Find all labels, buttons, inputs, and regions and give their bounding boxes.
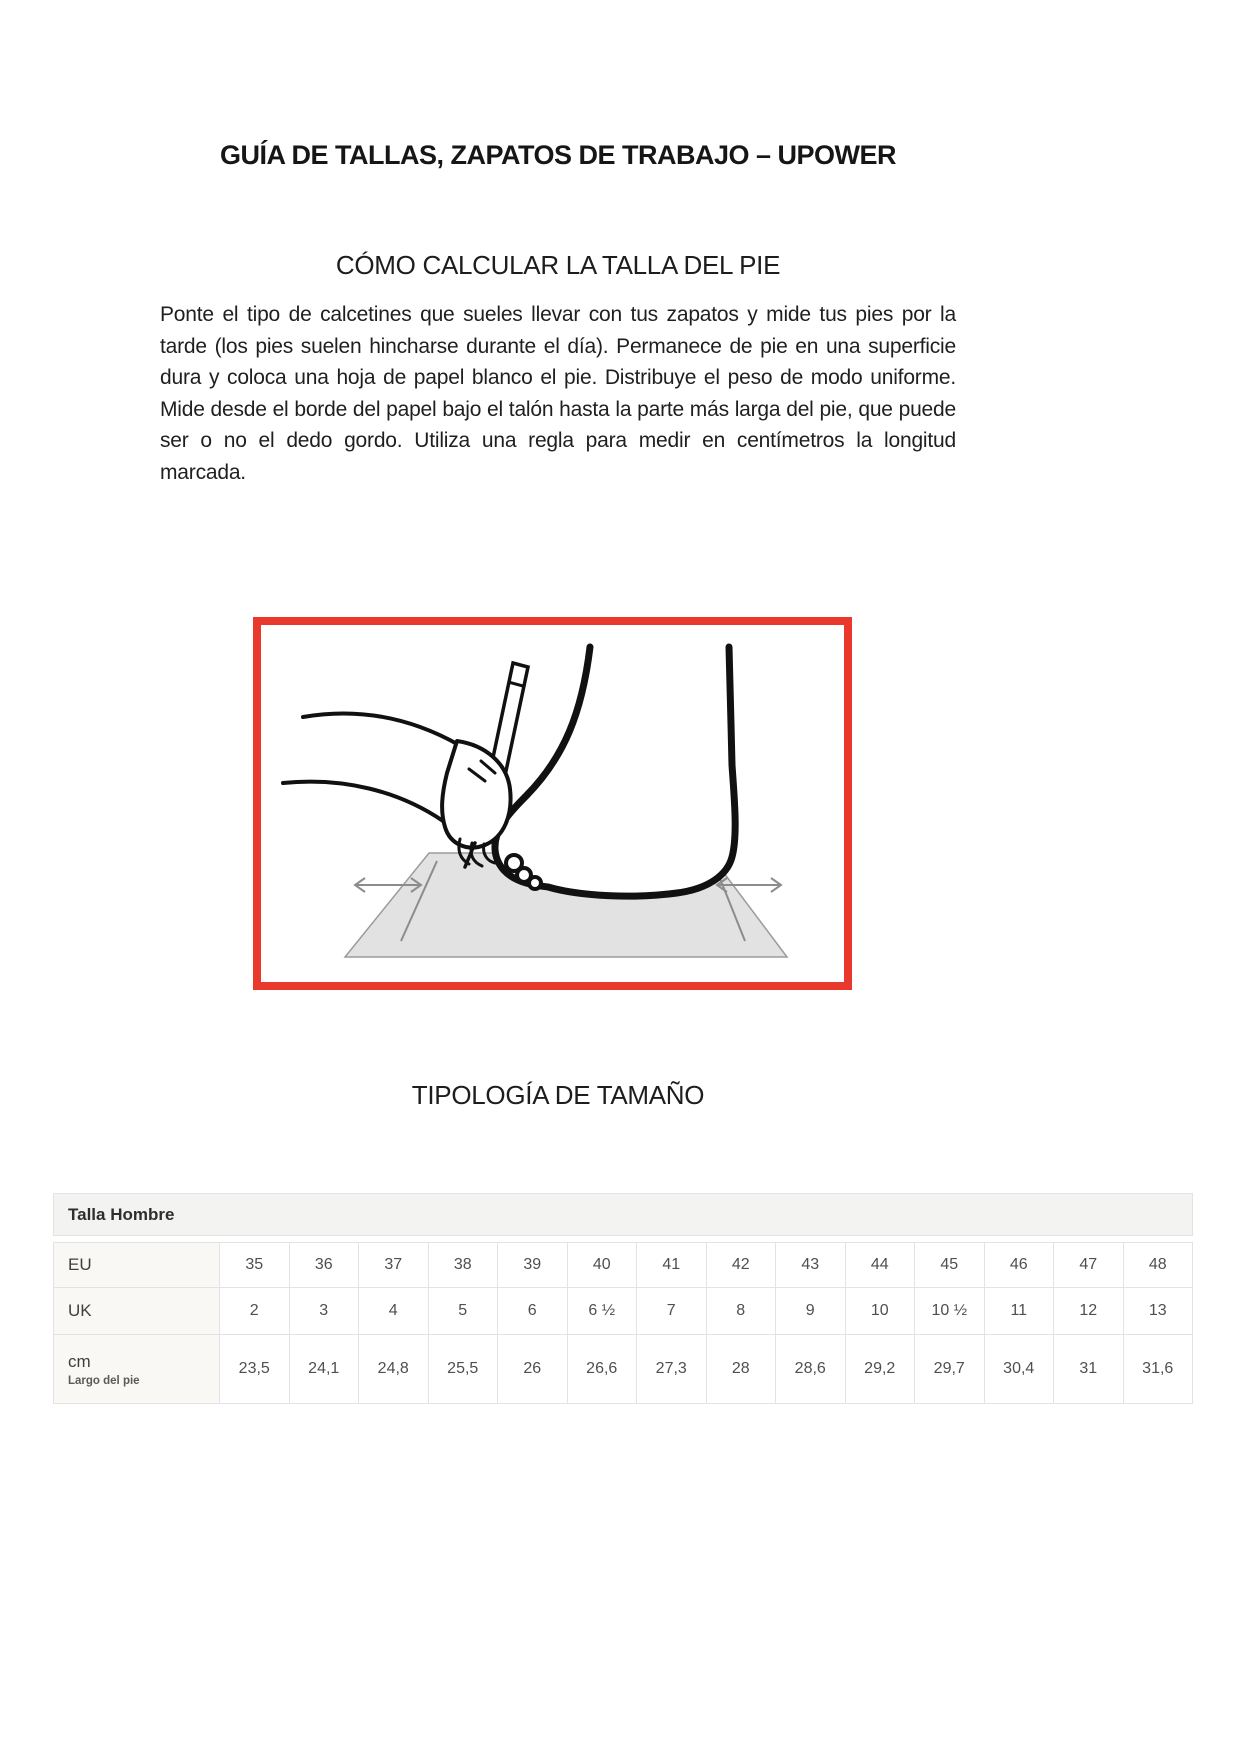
foot-outline bbox=[495, 647, 735, 896]
eu-size-cell: 39 bbox=[498, 1243, 568, 1288]
eu-size-cell: 37 bbox=[359, 1243, 429, 1288]
cm-size-cell: 26,6 bbox=[567, 1335, 637, 1404]
eu-size-cell: 36 bbox=[289, 1243, 359, 1288]
uk-size-cell: 10 ½ bbox=[915, 1288, 985, 1335]
cm-size-cell: 27,3 bbox=[637, 1335, 707, 1404]
uk-size-cell: 8 bbox=[706, 1288, 776, 1335]
eu-size-cell: 35 bbox=[220, 1243, 290, 1288]
uk-size-cell: 2 bbox=[220, 1288, 290, 1335]
cm-size-cell: 29,2 bbox=[845, 1335, 915, 1404]
eu-size-cell: 46 bbox=[984, 1243, 1054, 1288]
cm-size-cell: 30,4 bbox=[984, 1335, 1054, 1404]
row-label-eu: EU bbox=[54, 1243, 220, 1288]
row-label-cm-text: cm bbox=[68, 1351, 91, 1371]
eu-size-cell: 48 bbox=[1123, 1243, 1193, 1288]
eu-size-cell: 44 bbox=[845, 1243, 915, 1288]
cm-size-cell: 25,5 bbox=[428, 1335, 498, 1404]
eu-size-cell: 42 bbox=[706, 1243, 776, 1288]
uk-size-cell: 7 bbox=[637, 1288, 707, 1335]
eu-size-cell: 40 bbox=[567, 1243, 637, 1288]
section-heading-size-typology: TIPOLOGÍA DE TAMAÑO bbox=[411, 1080, 705, 1110]
uk-size-cell: 13 bbox=[1123, 1288, 1193, 1335]
eu-size-cell: 47 bbox=[1054, 1243, 1124, 1288]
uk-size-cell: 9 bbox=[776, 1288, 846, 1335]
size-table bbox=[53, 1242, 1193, 1404]
table-row-uk bbox=[54, 1288, 1193, 1335]
measure-instructions-paragraph: Ponte el tipo de calcetines que sueles llevar con tus zapatos y mide tus pies por la tarde (los pies suelen hincharse durante el día). Permanece de pie en una superficie dura y coloca una hoja de papel blanco el pie. Distribuye el peso de modo uniforme. Mide desde el borde del papel bajo el talón hasta la parte más larga del pie, que puede ser o no el dedo gordo. Utiliza una regla para medir en centímetros la longitud marcada. bbox=[160, 303, 956, 484]
uk-size-cell: 10 bbox=[845, 1288, 915, 1335]
table-row-cm bbox=[54, 1335, 1193, 1404]
uk-size-cell: 12 bbox=[1054, 1288, 1124, 1335]
eu-size-cell: 43 bbox=[776, 1243, 846, 1288]
cm-size-cell: 29,7 bbox=[915, 1335, 985, 1404]
uk-size-cell: 11 bbox=[984, 1288, 1054, 1335]
section-heading-how-to-measure: CÓMO CALCULAR LA TALLA DEL PIE bbox=[335, 250, 781, 280]
row-label-cm bbox=[54, 1335, 220, 1404]
uk-size-cell: 6 bbox=[498, 1288, 568, 1335]
row-sublabel-foot-length: Largo del pie bbox=[68, 1374, 140, 1387]
foot-measurement-illustration bbox=[261, 625, 844, 982]
cm-size-cell: 26 bbox=[498, 1335, 568, 1404]
uk-size-cell: 4 bbox=[359, 1288, 429, 1335]
eu-size-cell: 41 bbox=[637, 1243, 707, 1288]
uk-size-cell: 3 bbox=[289, 1288, 359, 1335]
eu-size-cell: 45 bbox=[915, 1243, 985, 1288]
cm-size-cell: 24,8 bbox=[359, 1335, 429, 1404]
cm-size-cell: 24,1 bbox=[289, 1335, 359, 1404]
row-label-uk: UK bbox=[54, 1288, 220, 1335]
cm-size-cell: 31,6 bbox=[1123, 1335, 1193, 1404]
table-row-eu bbox=[54, 1243, 1193, 1288]
cm-size-cell: 28,6 bbox=[776, 1335, 846, 1404]
uk-size-cell: 5 bbox=[428, 1288, 498, 1335]
cm-size-cell: 31 bbox=[1054, 1335, 1124, 1404]
foot-measurement-figure bbox=[253, 617, 852, 990]
size-table-block bbox=[53, 1193, 1193, 1404]
hand-with-pencil bbox=[283, 663, 528, 867]
page-title: GUÍA DE TALLAS, ZAPATOS DE TRABAJO – UPOWER bbox=[219, 140, 897, 170]
size-table-header: Talla Hombre bbox=[53, 1193, 1193, 1236]
cm-size-cell: 23,5 bbox=[220, 1335, 290, 1404]
cm-size-cell: 28 bbox=[706, 1335, 776, 1404]
eu-size-cell: 38 bbox=[428, 1243, 498, 1288]
uk-size-cell: 6 ½ bbox=[567, 1288, 637, 1335]
